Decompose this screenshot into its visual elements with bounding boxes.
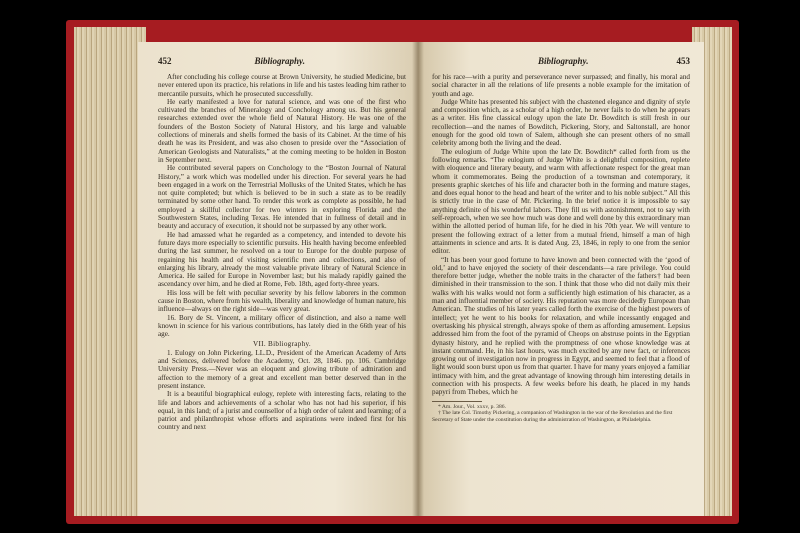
right-page-header xyxy=(432,56,690,66)
paragraph: “It has been your good fortune to have known and been connected with the ‘good of old,’ and to have enjoyed the society of their descendants—a rare privilege. You could therefore better judge, whether the noble traits in the character of the fathers† had been diminished in their transmission to the son. I think that those who did not daily mix their walks with his walks would not form a sufficiently high estimation of his character, as a man and influential member of society. His reputation was more decidedly European than American. The studies of his later years called forth the exercise of the highest powers of intellect; yet he went to his books for relaxation, and while incessantly engaged and overtasking his physical strength, always spoke of them as affording amusement. Lepsius addressed him from the foot of the pyramid of Cheops on abstruse points in the Egyptian dynasty history, and he replied with the promptness of one whose knowledge was at instant command. He, in his last hours, was much excited by any new fact, or inferences growing out of investigation now in progress in Egypt, and seemed to feel that a flood of light would soon burst upon us from that quarter. I have for many years enjoyed a familiar intimacy with him, and the great advantage of knowing through him interesting details in connection with his prospects. A few weeks before his death, he placed in my hands papyri from Thebes, which he xyxy=(432,255,690,397)
footnote: * Am. Jour., Vol. xxxv, p. 386. xyxy=(438,403,506,410)
paragraph: He contributed several papers on Conchology to the “Boston Journal of Natural History,” a work which was modelled under his direction. For several years he had been engaged in a work on the Terrestrial Mollusks of the United States, which he has not quite completed; but which is believed to be in such a state as to be readily terminated by some other hand. To render this work as complete as possible, he had employed a skillful collector for two winters in exploring Florida and the Southwestern States, including Texas. He intended that in fullness of detail and in beauty and accuracy of execution, it should not be surpassed by any other work. xyxy=(158,164,406,231)
paragraph: 16. Bory de St. Vincent, a military officer of distinction, and also a name well known in science for his various contributions, has lately died in the 66th year of his age. xyxy=(158,313,406,339)
running-title: Bibliography. xyxy=(254,56,305,66)
paragraph: After concluding his college course at Brown University, he studied Medicine, but never entered upon its practice, his relations in life and his tastes leading him rather to mercantile pursuits, which he prosecuted successfully. xyxy=(158,73,406,98)
paragraph: He had amassed what he regarded as a competency, and intended to devote his future days more especially to scientific pursuits. His health having become enfeebled during the last summer, he resolved on a tour to Europe for the double purpose of regaining his health and of visiting scientific men and collections, and also of enlarging his library, already the most valuable private library of Natural Science in America. He sailed for Europe in November last; but his malady rapidly gained the ascendancy over him, and he died at Rome, Feb. 18th, aged forty-three years. xyxy=(158,230,406,289)
paragraph: His loss will be felt with peculiar severity by his fellow laborers in the common cause in Boston, where from his wealth, liberality and knowledge of human nature, his influence—always on the right side—was very great. xyxy=(158,288,406,314)
paragraph: 1. Eulogy on John Pickering, LL.D., President of the American Academy of Arts and Sciences, delivered before the Academy, Oct. 28, 1846. pp. 106. Cambridge University Press.—Never was an eloquent and glowing tribute of admiration and affection to the memory of a great and excellent man better deserved than in the present instance. xyxy=(158,348,406,390)
left-page xyxy=(138,42,418,516)
page-number: 453 xyxy=(676,56,690,66)
footnote-rule xyxy=(432,401,482,402)
paragraph: for his race—with a purity and perseverance never surpassed; and finally, his moral and social character in all the relations of life presents a noble example for the imitation of youth and age. xyxy=(432,73,690,98)
section-heading: VII. Bibliography. xyxy=(253,339,311,348)
paragraph: It is a beautiful biographical eulogy, replete with interesting facts, relating to the life and labors and achievements of a scholar who has not had his superior, if his equal, in this land; of a jurist and counsellor of a high order of talent and learning; of a patriot and philanthropist whose efforts and aspirations were indeed first for his country and next xyxy=(158,390,406,432)
running-title: Bibliography. xyxy=(538,56,589,66)
paragraph: The eulogium of Judge White upon the late Dr. Bowditch* called forth from us the following remarks. “The eulogium of Judge White is a delightful composition, replete with eloquence and literary beauty, and warm with affectionate respect for the great man whom it commemorates. Being the production of a townsman and cotemporary, it presents graphic sketches of his life and character both in the forming and mature stages, and does equal honor to the head and heart of the writer and to his noble subject.” All this is strictly true in the case of Mr. Pickering. In the brief notice it is impossible to say anything definite of his wonderful labors. They fill us with astonishment, not to say with self-reproach, when we see how much was done and well done by this extraordinary man within the allotted period of human life, for he died in his 70th year. We will venture to present the following extract of a letter from a mutual friend, himself a man of high attainments in science and arts. It is dated Aug. 23, 1846, in reply to one from the senior editor. xyxy=(432,147,690,256)
page-number: 452 xyxy=(158,56,172,66)
page-edges-left xyxy=(74,27,146,516)
footnotes xyxy=(432,404,690,424)
right-page-text xyxy=(432,73,690,397)
footnote: † The late Col. Timothy Pickering, a companion of Washington in the war of the Revolution and the first Secretary of State under the constitution during the administration of Washington, at Philadelphia. xyxy=(432,410,673,423)
book-gutter xyxy=(412,42,424,516)
left-page-header xyxy=(158,56,406,66)
right-page xyxy=(418,42,704,516)
left-page-text xyxy=(158,73,406,432)
paragraph: Judge White has presented his subject with the chastened elegance and dignity of style and composition which, as a scholar of a high order, he never fails to do when he appears as a writer. His fine classical eulogy upon the late Dr. Bowditch is still fresh in our recollection—and the names of Bowditch, Pickering, Story, and Saltonstall, are honor enough for the good old town of Salem, although she can present others of no small celebrity among both the living and the dead. xyxy=(432,97,690,148)
paragraph: He early manifested a love for natural science, and was one of the first who cultivated the branches of Mineralogy and Conchology among us. But his general researches extended over the whole field of Natural History. He was one of the founders of the Boston Society of Natural History, and his large and valuable collections of minerals and shells formed the basis of its Cabinet. At the time of his death he was its President, and was also chosen to preside over the “Association of American Geologists and Naturalists,” at the coming meeting to be holden in Boston in September next. xyxy=(158,97,406,164)
